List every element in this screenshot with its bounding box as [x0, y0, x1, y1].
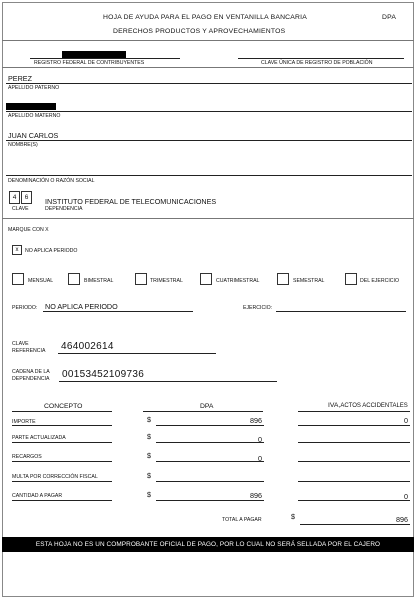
- col-header-concepto: CONCEPTO: [44, 403, 83, 410]
- periodo-label: PERIODO:: [12, 305, 38, 311]
- dpa-currency: $: [147, 432, 151, 441]
- checkbox-semestral[interactable]: [277, 273, 289, 285]
- clave-digit-box-1: 4: [9, 191, 20, 204]
- row-label-multa: MULTA POR CORRECCIÓN FISCAL: [12, 474, 98, 480]
- razon-social-label: DENOMINACIÓN O RAZÓN SOCIAL: [8, 178, 95, 184]
- row-label-underline: [12, 481, 112, 482]
- iva-value-underline: [298, 461, 410, 462]
- row-label-underline: [12, 500, 112, 501]
- concepto-header-underline: [12, 411, 112, 412]
- row-label-underline: [12, 442, 112, 443]
- rfc-underline: [30, 58, 180, 59]
- dpa-currency: $: [147, 471, 151, 480]
- form-code: DPA: [382, 14, 397, 21]
- apellido-materno-label: APELLIDO MATERNO: [8, 113, 61, 119]
- dpa-value-importe: 896: [250, 416, 262, 425]
- option-trimestral: TRIMESTRAL: [150, 278, 183, 284]
- apellido-materno-underline: [6, 111, 412, 112]
- clave-ref-underline: [58, 353, 216, 354]
- cadena-label-2: DEPENDENCIA: [12, 376, 50, 382]
- col-header-iva: [328, 402, 408, 409]
- dependencia-separator: [2, 218, 414, 219]
- no-aplica-label: NO APLICA PERIODO: [25, 248, 78, 254]
- dpa-value-underline: [156, 461, 264, 462]
- curp-underline: [238, 58, 404, 59]
- row-label-recargos: RECARGOS: [12, 454, 42, 460]
- checkbox-mensual[interactable]: [12, 273, 24, 285]
- clave-label: CLAVE: [12, 206, 29, 212]
- form-title-line2: DERECHOS PRODUCTOS Y APROVECHAMIENTOS: [113, 28, 286, 35]
- rfc-label: REGISTRO FEDERAL DE CONTRIBUYENTES: [34, 60, 145, 66]
- total-currency: $: [291, 512, 295, 521]
- clave-ref-label-1: CLAVE: [12, 341, 29, 347]
- footer-notice: ESTA HOJA NO ES UN COMPROBANTE OFICIAL DE PAGO, POR LO CUAL NO SERÁ SELLADA POR EL CAJERO: [2, 537, 414, 552]
- apellido-paterno-underline: [6, 83, 412, 84]
- checkbox-bimestral[interactable]: [68, 273, 80, 285]
- nombres-label: NOMBRE(S): [8, 142, 38, 148]
- row-label-parte-actualizada: PARTE ACTUALIZADA: [12, 435, 66, 441]
- dpa-value-underline: [156, 500, 264, 501]
- iva-value-importe: 0: [404, 416, 408, 425]
- form-title-line1: HOJA DE AYUDA PARA EL PAGO EN VENTANILLA BANCARIA: [103, 14, 307, 21]
- header-separator: [2, 40, 414, 41]
- col-header-iva-main: IVA,: [328, 402, 341, 409]
- iva-value-underline: [298, 442, 410, 443]
- iva-header-underline: [298, 411, 410, 412]
- total-value: 896: [396, 515, 408, 524]
- option-bimestral: BIMESTRAL: [84, 278, 114, 284]
- marque-label: MARQUE CON X: [8, 227, 49, 233]
- checkbox-cuatrimestral[interactable]: [200, 273, 212, 285]
- dependencia-label: DEPENDENCIA: [45, 206, 83, 212]
- option-mensual: MENSUAL: [28, 278, 54, 284]
- ejercicio-label: EJERCICIO:: [243, 305, 273, 311]
- cadena-label-1: CADENA DE LA: [12, 369, 50, 375]
- dependencia-value: INSTITUTO FEDERAL DE TELECOMUNICACIONES: [45, 197, 217, 206]
- dpa-value-cantidad-a-pagar: 896: [250, 491, 262, 500]
- clave-ref-label-2: REFERENCIA: [12, 348, 46, 354]
- col-header-dpa: DPA: [200, 403, 214, 410]
- checkbox-del-ejercicio[interactable]: [345, 273, 357, 285]
- total-underline: [300, 524, 410, 525]
- dpa-value-underline: [156, 425, 264, 426]
- form-frame: [2, 2, 414, 597]
- rfc-redaction: [62, 51, 126, 58]
- checkbox-trimestral[interactable]: [135, 273, 147, 285]
- dpa-value-underline: [156, 481, 264, 482]
- option-semestral: SEMESTRAL: [293, 278, 325, 284]
- dpa-value-recargos: 0: [258, 454, 262, 463]
- clave-ref-value: 464002614: [61, 341, 114, 352]
- dpa-currency: $: [147, 451, 151, 460]
- dpa-currency: $: [147, 490, 151, 499]
- col-header-iva-sub: ACTOS ACCIDENTALES: [340, 403, 408, 409]
- iva-value-underline: [298, 481, 410, 482]
- periodo-value: NO APLICA PERIODO: [45, 302, 118, 311]
- option-del-ejercicio: DEL EJERCICIO: [360, 278, 400, 284]
- no-aplica-checkbox[interactable]: x: [12, 245, 22, 255]
- rfc-separator: [2, 67, 414, 68]
- dpa-value-parte-actualizada: 0: [258, 435, 262, 444]
- cadena-value: 00153452109736: [62, 369, 145, 380]
- cadena-underline: [59, 381, 277, 382]
- ejercicio-underline: [276, 311, 406, 312]
- row-label-importe: IMPORTE: [12, 419, 36, 425]
- periodo-underline: [43, 311, 193, 312]
- clave-digit-box-2: 6: [21, 191, 32, 204]
- dpa-header-underline: [143, 411, 263, 412]
- option-cuatrimestral: CUATRIMESTRAL: [216, 278, 260, 284]
- nombres-value: JUAN CARLOS: [8, 131, 59, 140]
- iva-value-underline: [298, 425, 410, 426]
- apellido-materno-redaction: [6, 103, 56, 110]
- row-label-cantidad-a-pagar: CANTIDAD A PAGAR: [12, 493, 63, 499]
- iva-value-cantidad-a-pagar: 0: [404, 492, 408, 501]
- row-label-underline: [12, 461, 112, 462]
- nombres-underline: [6, 140, 412, 141]
- row-label-underline: [12, 425, 112, 426]
- apellido-paterno-label: APELLIDO PATERNO: [8, 85, 60, 91]
- iva-value-underline: [298, 500, 410, 501]
- total-label: TOTAL A PAGAR: [222, 517, 262, 523]
- razon-social-underline: [6, 175, 412, 176]
- curp-label: CLAVE ÚNICA DE REGISTRO DE POBLACIÓN: [261, 60, 373, 66]
- dpa-value-underline: [156, 442, 264, 443]
- apellido-paterno-value: PEREZ: [8, 74, 32, 83]
- dpa-currency: $: [147, 415, 151, 424]
